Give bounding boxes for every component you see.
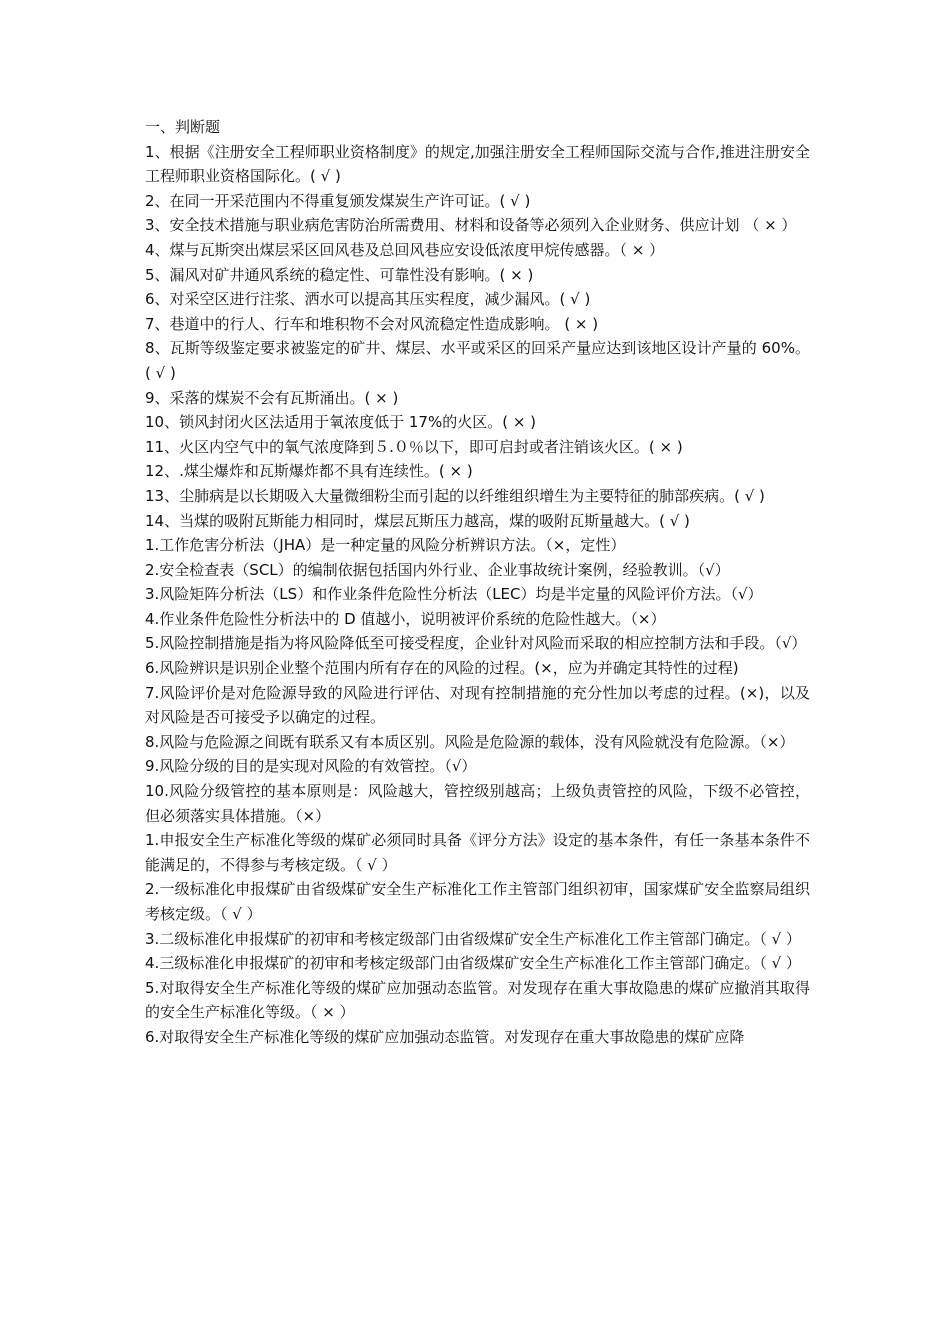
question-item: 4.三级标准化申报煤矿的初审和考核定级部门由省级煤矿安全生产标准化工作主管部门确定。（ √ ） (145, 954, 801, 973)
question-item: 2、在同一开采范围内不得重复颁发煤炭生产许可证。( √ ) (145, 191, 531, 210)
question-item: 7、巷道中的行人、行车和堆积物不会对风流稳定性造成影响。 ( × ) (145, 314, 599, 333)
question-item: 5.对取得安全生产标准化等级的煤矿应加强动态监管。对发现存在重大事故隐患的煤矿应撤消其取得的安全生产标准化等级。（ × ） (145, 978, 810, 1022)
question-item: 14、当煤的吸附瓦斯能力相同时，煤层瓦斯压力越高，煤的吸附瓦斯量越大。( √ ) (145, 511, 690, 530)
question-item: 4.作业条件危险性分析法中的 D 值越小，说明被评价系统的危险性越大。（×） (145, 609, 666, 628)
question-item: 3.风险矩阵分析法（LS）和作业条件危险性分析法（LEC）均是半定量的风险评价方法。（√） (145, 585, 763, 604)
question-item: 10、锁风封闭火区法适用于氧浓度低于 17%的火区。( × ) (145, 413, 537, 432)
question-item: 6.对取得安全生产标准化等级的煤矿应加强动态监管。对发现存在重大事故隐患的煤矿应降 (145, 1027, 745, 1046)
question-item: 3、安全技术措施与职业病危害防治所需费用、材料和设备等必须列入企业财务、供应计划 （ × ） (145, 216, 797, 235)
question-item: 5.风险控制措施是指为将风险降低至可接受程度，企业针对风险而采取的相应控制方法和手段。（√） (145, 634, 807, 653)
question-item: 9.风险分级的目的是实现对风险的有效管控。（√） (145, 757, 477, 776)
question-item: 9、采落的煤炭不会有瓦斯涌出。( × ) (145, 388, 399, 407)
section-heading: 一、判断题 (145, 118, 221, 136)
question-item: 8.风险与危险源之间既有联系又有本质区别。风险是危险源的载体，没有风险就没有危险源。（×） (145, 732, 795, 751)
question-item: 7.风险评价是对危险源导致的风险进行评估、对现有控制措施的充分性加以考虑的过程。(×)，以及对风险是否可接受予以确定的过程。 (145, 683, 810, 727)
question-item: 12、.煤尘爆炸和瓦斯爆炸都不具有连续性。( × ) (145, 462, 473, 481)
question-item: 8、瓦斯等级鉴定要求被鉴定的矿井、煤层、水平或采区的回采产量应达到该地区设计产量的 60%。( √ ) (145, 339, 810, 382)
question-item: 6.风险辨识是识别企业整个范围内所有存在的风险的过程。(×，应为并确定其特性的过程) (145, 659, 739, 678)
question-item: 1.工作危害分析法（JHA）是一种定量的风险分析辨识方法。（×，定性） (145, 536, 626, 555)
document-body (145, 115, 810, 1050)
question-item: 4、煤与瓦斯突出煤层采区回风巷及总回风巷应安设低浓度甲烷传感器。（ × ） (145, 240, 665, 259)
question-item: 10.风险分级管控的基本原则是：风险越大，管控级别越高；上级负责管控的风险，下级不必管控，但必须落实具体措施。（×） (145, 782, 810, 825)
question-item: 5、漏风对矿井通风系统的稳定性、可靠性没有影响。( × ) (145, 265, 534, 284)
question-item: 13、尘肺病是以长期吸入大量微细粉尘而引起的以纤维组织增生为主要特征的肺部疾病。( √ ) (145, 486, 765, 505)
question-item: 1、根据《注册安全工程师职业资格制度》的规定,加强注册安全工程师国际交流与合作,推进注册安全工程师职业资格国际化。( √ ) (145, 142, 810, 186)
question-item: 11、火区内空气中的氧气浓度降到５.０％以下，即可启封或者注销该火区。( × ) (145, 437, 683, 456)
question-item: 2.一级标准化申报煤矿由省级煤矿安全生产标准化工作主管部门组织初审，国家煤矿安全监察局组织考核定级。（ √ ） (145, 880, 810, 923)
question-item: 6、对采空区进行注浆、洒水可以提高其压实程度，减少漏风。( √ ) (145, 290, 591, 309)
question-item: 1.申报安全生产标准化等级的煤矿必须同时具备《评分方法》设定的基本条件，有任一条基本条件不能满足的，不得参与考核定级。（ √ ） (145, 831, 810, 874)
question-item: 2.安全检查表（SCL）的编制依据包括国内外行业、企业事故统计案例，经验教训。（√） (145, 560, 730, 579)
question-item: 3.二级标准化申报煤矿的初审和考核定级部门由省级煤矿安全生产标准化工作主管部门确定。（ √ ） (145, 929, 801, 948)
